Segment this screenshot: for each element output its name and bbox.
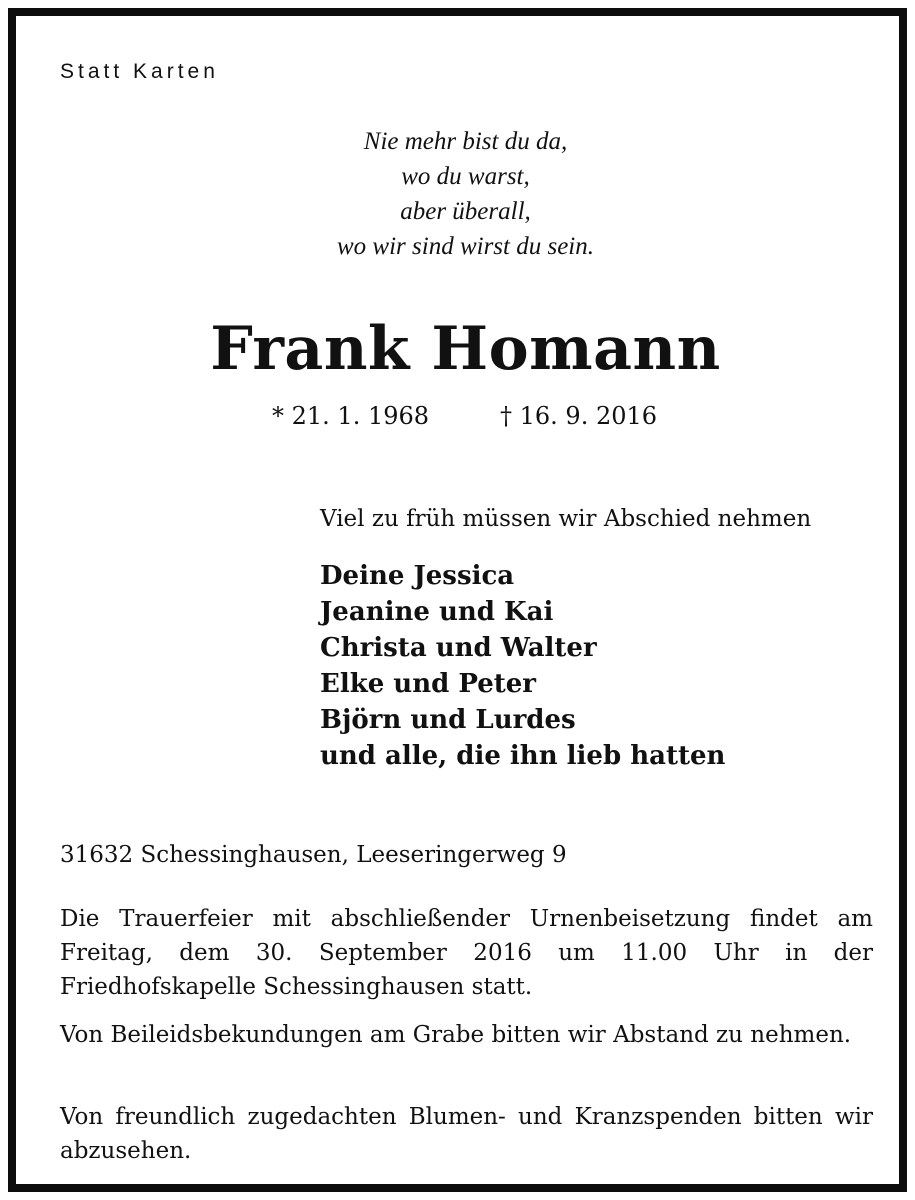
mourner-entry: Jeanine und Kai — [320, 597, 554, 627]
mourner-entry: Elke und Peter — [320, 669, 536, 699]
birth-date: * 21. 1. 1968 — [272, 402, 430, 430]
deceased-name: Frank Homann — [210, 314, 721, 384]
poem-line: wo wir sind wirst du sein. — [337, 233, 594, 260]
address: 31632 Schessinghausen, Leeseringerweg 9 — [60, 842, 567, 868]
mourners-list — [320, 558, 725, 774]
death-date: † 16. 9. 2016 — [500, 402, 658, 430]
flowers-paragraph: Von freundlich zugedachten Blumen- und Kranzspenden bitten wir abzusehen. — [60, 1104, 873, 1164]
notice-frame — [8, 8, 907, 1192]
mourner-entry: Christa und Walter — [320, 633, 597, 663]
funeral-info-paragraph: Die Trauerfeier mit abschließender Urnenbeisetzung findet am Freitag, dem 30. September 2016 um 11.00 Uhr in der Friedhofskapelle Schessinghausen statt. — [60, 906, 873, 1000]
mourner-entry: Björn und Lurdes — [320, 705, 576, 735]
poem-line: wo du warst, — [401, 163, 530, 190]
mourner-entry: Deine Jessica — [320, 561, 515, 591]
farewell-line: Viel zu früh müssen wir Abschied nehmen — [320, 506, 812, 532]
statt-karten-label: Statt Karten — [60, 60, 219, 83]
poem — [16, 124, 915, 264]
poem-line: Nie mehr bist du da, — [363, 128, 568, 155]
condolence-paragraph: Von Beileidsbekundungen am Grabe bitten wir Abstand zu nehmen. — [60, 1022, 852, 1048]
mourner-entry: und alle, die ihn lieb hatten — [320, 741, 726, 771]
poem-line: aber überall, — [400, 198, 531, 225]
